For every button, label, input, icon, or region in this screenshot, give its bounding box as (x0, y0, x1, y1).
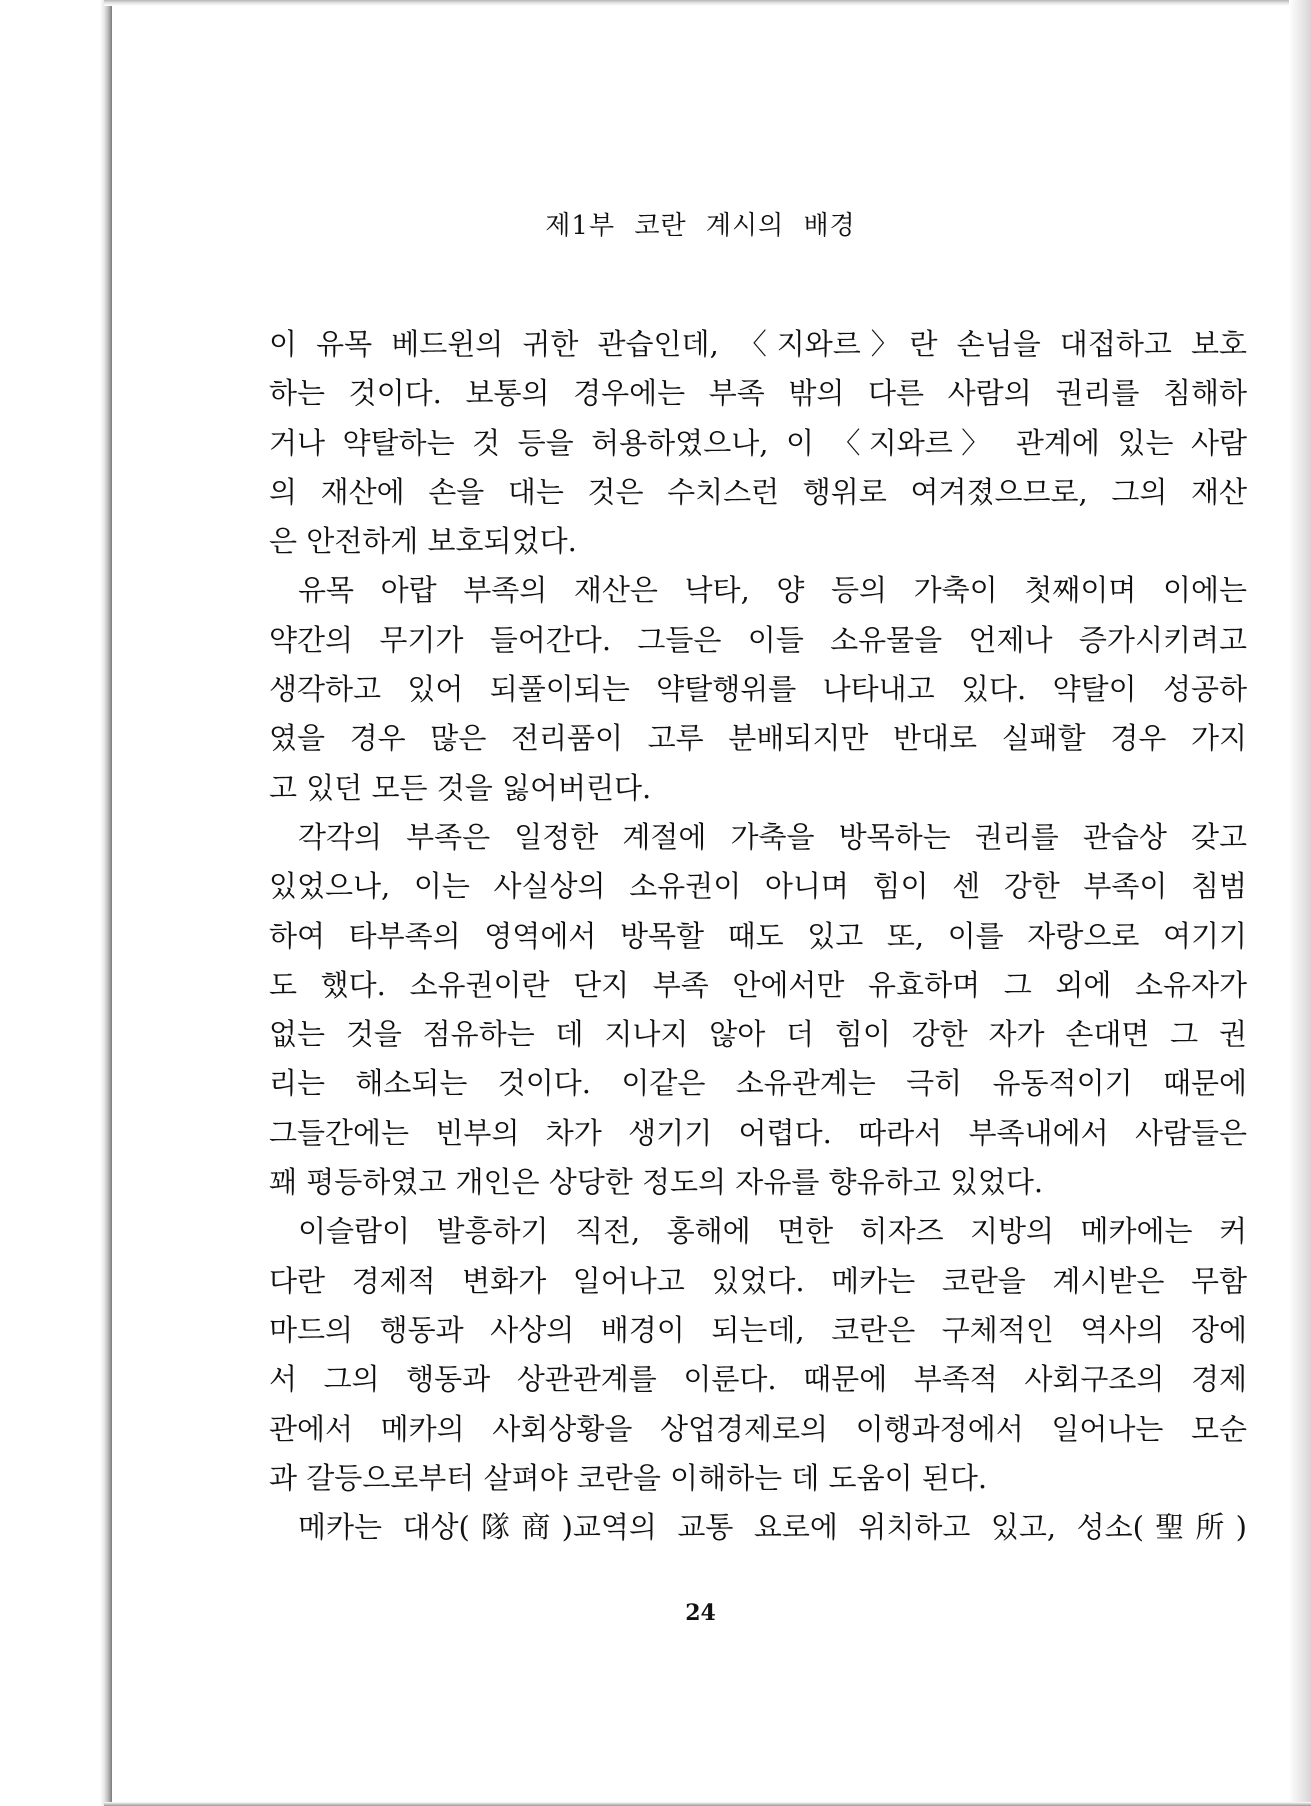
page-left-edge (0, 0, 112, 1806)
text-line: 도 했다. 소유권이란 단지 부족 안에서만 유효하며 그 외에 소유자가 (269, 967, 1247, 1002)
body-text (269, 320, 1247, 1552)
text-line: 생각하고 있어 되풀이되는 약탈행위를 나타내고 있다. 약탈이 성공하 (269, 672, 1247, 707)
page-number: 24 (685, 1600, 716, 1626)
text-line: 과 갈등으로부터 살펴야 코란을 이해하는 데 도움이 된다. (269, 1460, 988, 1495)
text-line: 하는 것이다. 보통의 경우에는 부족 밖의 다른 사람의 권리를 침해하 (269, 376, 1247, 411)
page-right-edge (1289, 0, 1311, 1806)
text-line: 메카는 대상(隊商)교역의 교통 요로에 위치하고 있고, 성소(聖所) (298, 1510, 1247, 1545)
text-line: 이 유목 베드윈의 귀한 관습인데, 〈지와르〉란 손님을 대접하고 보호 (269, 327, 1247, 361)
text-line: 각각의 부족은 일정한 계절에 가축을 방목하는 권리를 관습상 갖고 (298, 819, 1247, 854)
text-line: 관에서 메카의 사회상황을 상업경제로의 이행과정에서 일어나는 모순 (269, 1411, 1247, 1446)
page-bottom-edge (104, 1802, 1311, 1806)
running-head: 제1부 코란 계시의 배경 (545, 211, 856, 241)
text-line: 약간의 무기가 들어간다. 그들은 이들 소유물을 언제나 증가시키려고 (269, 622, 1247, 657)
text-line: 의 재산에 손을 대는 것은 수치스런 행위로 여겨졌으므로, 그의 재산 (269, 474, 1247, 509)
text-line: 하여 타부족의 영역에서 방목할 때도 있고 또, 이를 자랑으로 여기기 (269, 918, 1247, 953)
text-line: 이슬람이 발흥하기 직전, 홍해에 면한 히자즈 지방의 메카에는 커 (298, 1214, 1247, 1249)
text-line: 유목 아랍 부족의 재산은 낙타, 양 등의 가축이 첫째이며 이에는 (298, 573, 1247, 608)
text-line: 없는 것을 점유하는 데 지나지 않아 더 힘이 강한 자가 손대면 그 권 (269, 1017, 1247, 1052)
text-line: 였을 경우 많은 전리품이 고루 분배되지만 반대로 실패할 경우 가지 (269, 721, 1247, 756)
text-line: 꽤 평등하였고 개인은 상당한 정도의 자유를 향유하고 있었다. (269, 1165, 1044, 1200)
text-line: 은 안전하게 보호되었다. (269, 524, 577, 559)
text-line: 다란 경제적 변화가 일어나고 있었다. 메카는 코란을 계시받은 무함 (269, 1263, 1247, 1298)
text-line: 서 그의 행동과 상관관계를 이룬다. 때문에 부족적 사회구조의 경제 (269, 1362, 1247, 1397)
text-line: 리는 해소되는 것이다. 이같은 소유관계는 극히 유동적이기 때문에 (269, 1066, 1247, 1101)
text-line: 그들간에는 빈부의 차가 생기기 어렵다. 따라서 부족내에서 사람들은 (269, 1115, 1247, 1150)
text-line: 거나 약탈하는 것 등을 허용하였으나, 이 〈지와르〉 관계에 있는 사람 (269, 425, 1247, 460)
book-page (112, 6, 1289, 1802)
text-line: 있었으나, 이는 사실상의 소유권이 아니며 힘이 센 강한 부족이 침범 (269, 869, 1247, 904)
text-line: 마드의 행동과 사상의 배경이 되는데, 코란은 구체적인 역사의 장에 (269, 1312, 1247, 1347)
text-line: 고 있던 모든 것을 잃어버린다. (269, 770, 652, 805)
